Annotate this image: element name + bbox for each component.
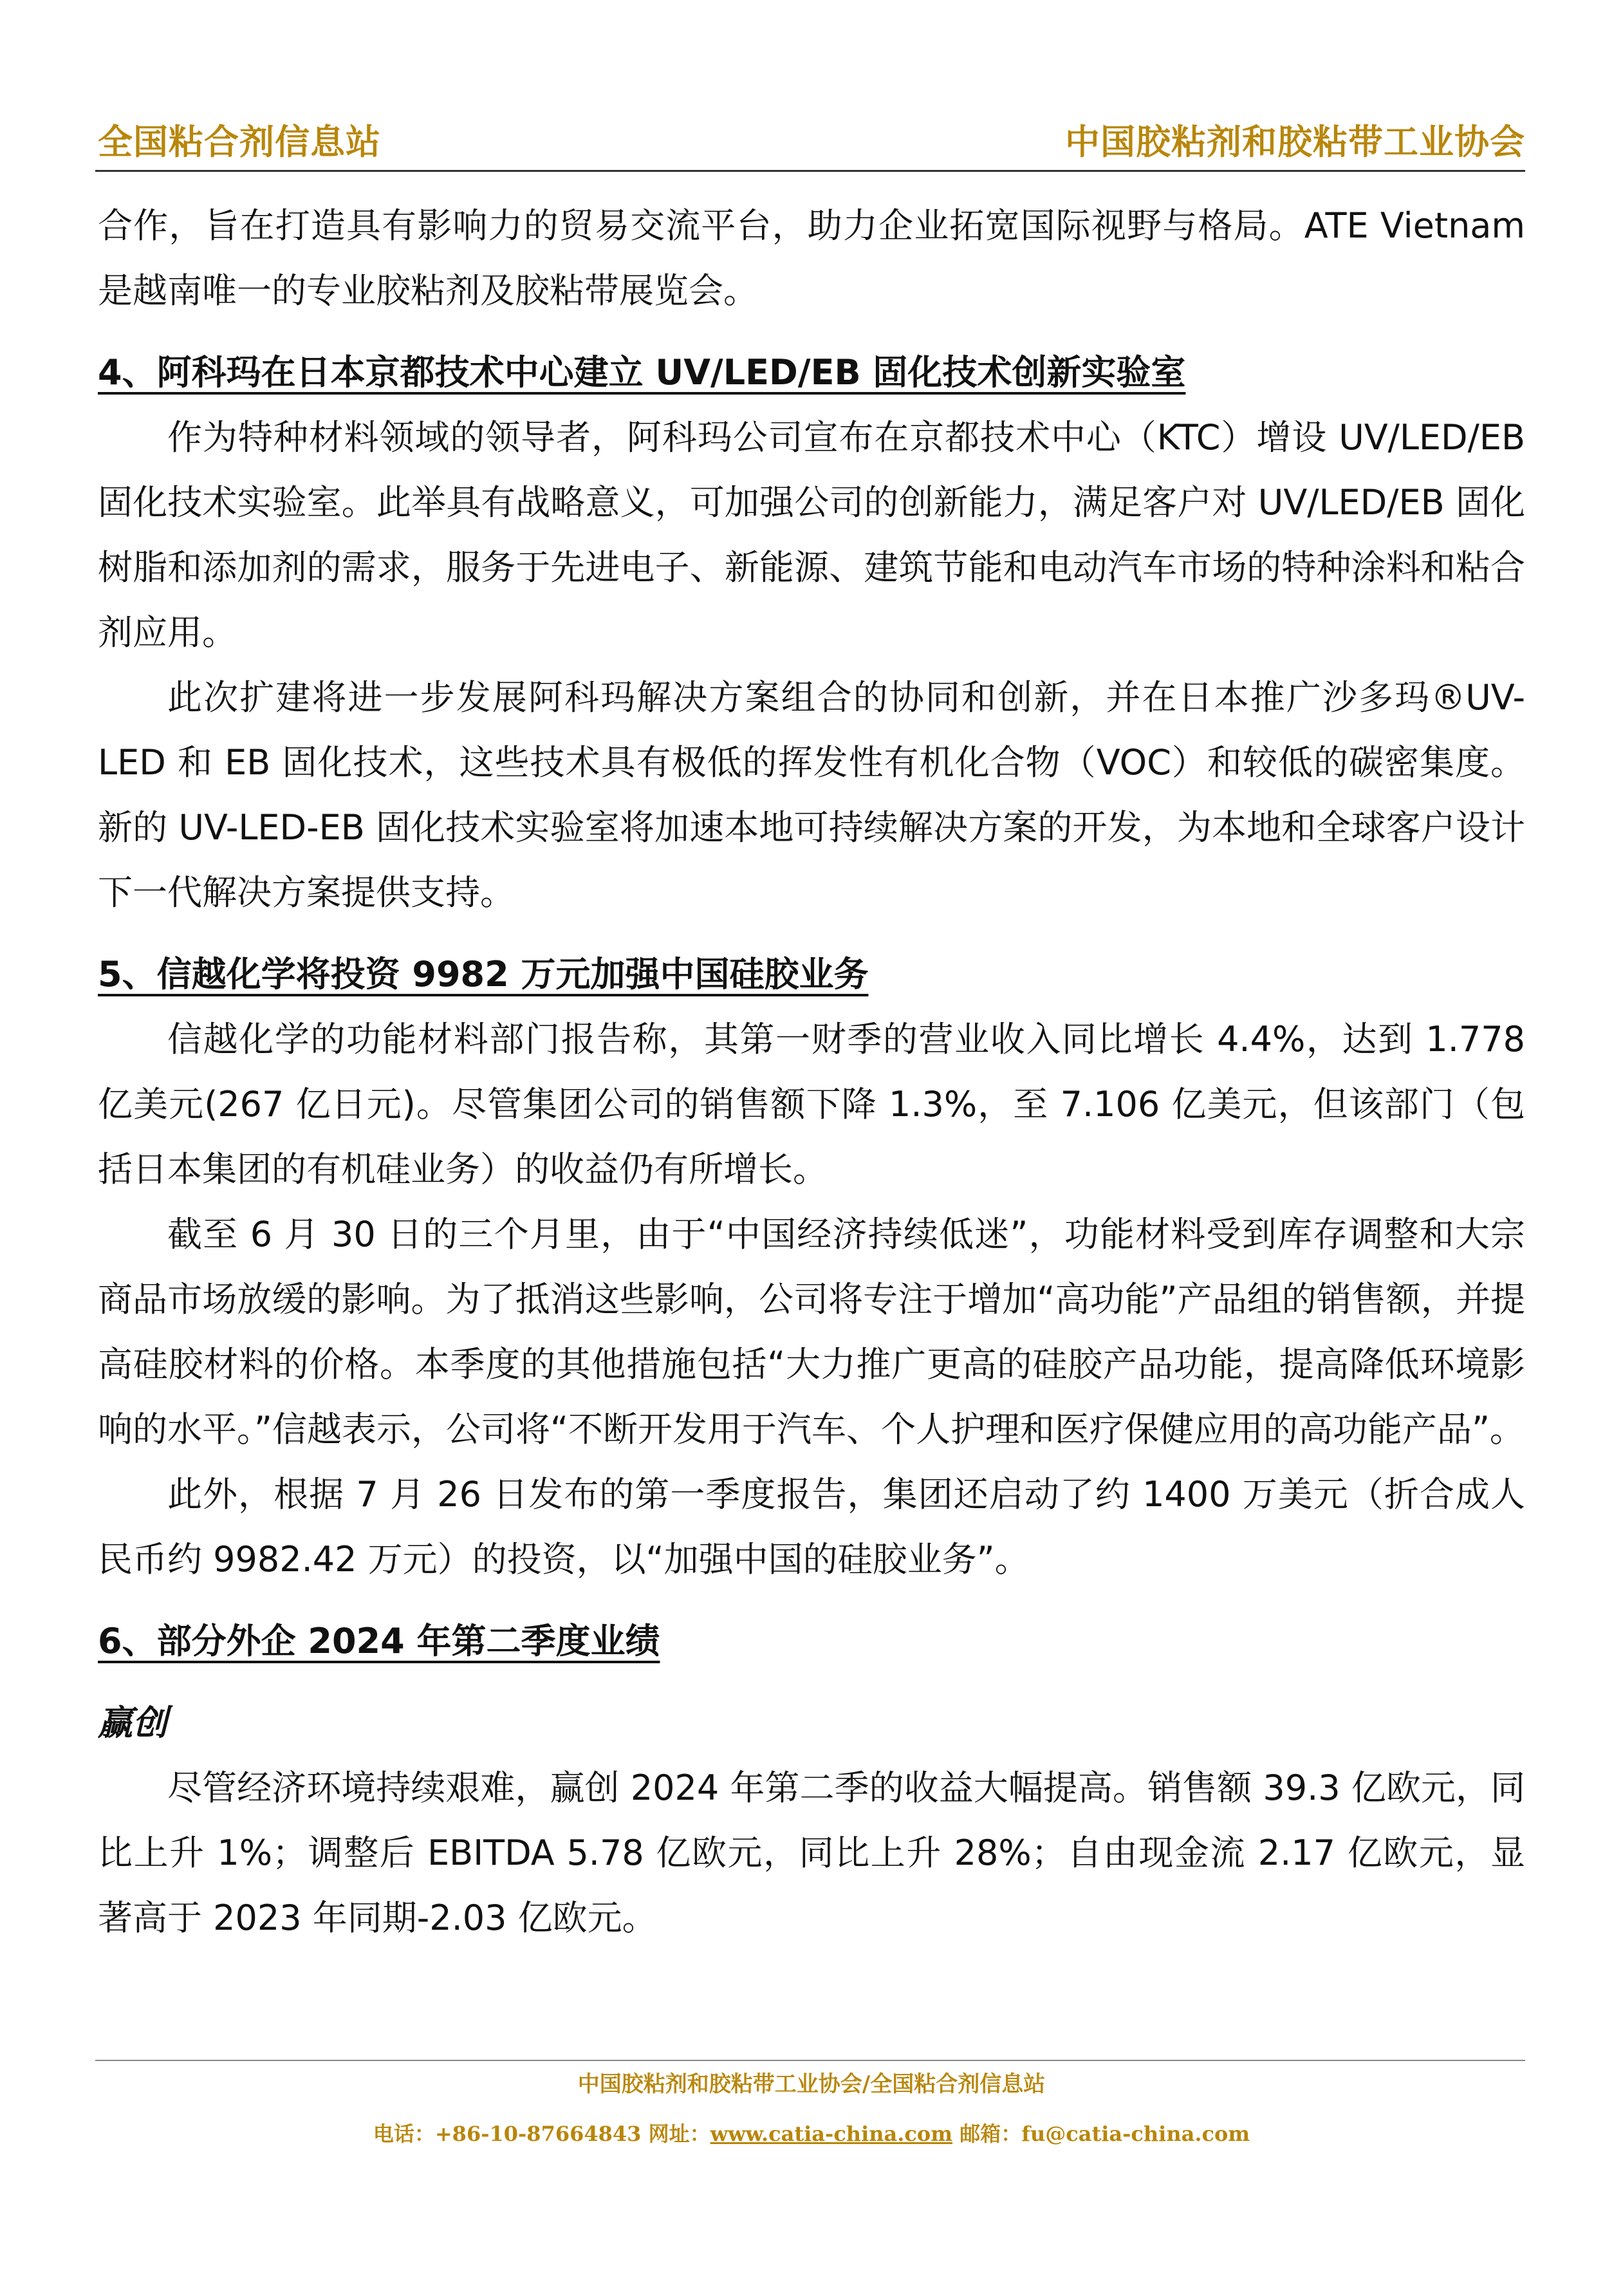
email-address[interactable]: fu@catia-china.com — [1021, 2122, 1250, 2146]
section-6-heading: 6、部分外企 2024 年第二季度业绩 — [98, 1621, 660, 1661]
article-body — [98, 193, 1525, 1950]
footer-divider — [95, 2060, 1525, 2061]
section-5-paragraph-3: 此外，根据 7 月 26 日发布的第一季度报告，集团还启动了约 1400 万美元（折合成人民币约 9982.42 万元）的投资，以“加强中国的硅胶业务”。 — [98, 1474, 1525, 1580]
header-divider — [95, 170, 1525, 172]
footer-contact — [0, 2118, 1623, 2147]
section-5-heading: 5、信越化学将投资 9982 万元加强中国硅胶业务 — [98, 954, 869, 994]
section-4-paragraph-2: 此次扩建将进一步发展阿科玛解决方案组合的协同和创新，并在日本推广沙多玛®UV-LED 和 EB 固化技术，这些技术具有极低的挥发性有机化合物（VOC）和较低的碳密集度。新的 UV-LED-EB 固化技术实验室将加速本地可持续解决方案的开发，为本地和全球客户设计下一代解决方案提供支持。 — [98, 677, 1525, 913]
phone-number: +86-10-87664843 — [434, 2122, 642, 2146]
footer-organization: 中国胶粘剂和胶粘带工业协会/全国粘合剂信息站 — [577, 2071, 1046, 2097]
section-4-paragraph-1: 作为特种材料领域的领导者，阿科玛公司宣布在京都技术中心（KTC）增设 UV/LED/EB 固化技术实验室。此举具有战略意义，可加强公司的创新能力，满足客户对 UV/LED/EB 固化树脂和添加剂的需求，服务于先进电子、新能源、建筑节能和电动汽车市场的特种涂料和粘合剂应用。 — [98, 417, 1525, 653]
page-header — [98, 115, 1525, 166]
section-6-subheading: 赢创 — [98, 1703, 167, 1743]
header-association-name: 中国胶粘剂和胶粘带工业协会 — [1065, 121, 1525, 162]
website-label: 网址： — [648, 2122, 710, 2146]
section-5-paragraph-2: 截至 6 月 30 日的三个月里，由于“中国经济持续低迷”，功能材料受到库存调整和大宗商品市场放缓的影响。为了抵消这些影响，公司将专注于增加“高功能”产品组的销售额，并提高硅胶材料的价格。本季度的其他措施包括“大力推广更高的硅胶产品功能，提高降低环境影响的水平。”信越表示，公司将“不断开发用于汽车、个人护理和医疗保健应用的高功能产品”。 — [98, 1214, 1525, 1450]
website-link[interactable]: www.catia-china.com — [710, 2122, 953, 2146]
phone-label: 电话： — [373, 2122, 435, 2146]
header-site-name: 全国粘合剂信息站 — [98, 121, 381, 162]
email-label: 邮箱： — [960, 2122, 1022, 2146]
section-6-paragraph-1: 尽管经济环境持续艰难，赢创 2024 年第二季的收益大幅提高。销售额 39.3 亿欧元，同比上升 1%；调整后 EBITDA 5.78 亿欧元，同比上升 28%；自由现金流 2.17 亿欧元，显著高于 2023 年同期-2.03 亿欧元。 — [98, 1768, 1525, 1938]
intro-paragraph: 合作，旨在打造具有影响力的贸易交流平台，助力企业拓宽国际视野与格局。ATE Vietnam 是越南唯一的专业胶粘剂及胶粘带展览会。 — [98, 205, 1525, 311]
section-5-paragraph-1: 信越化学的功能材料部门报告称，其第一财季的营业收入同比增长 4.4%，达到 1.778 亿美元(267 亿日元)。尽管集团公司的销售额下降 1.3%，至 7.106 亿美元，但该部门（包括日本集团的有机硅业务）的收益仍有所增长。 — [98, 1019, 1525, 1190]
section-4-heading: 4、阿科玛在日本京都技术中心建立 UV/LED/EB 固化技术创新实验室 — [98, 352, 1186, 393]
